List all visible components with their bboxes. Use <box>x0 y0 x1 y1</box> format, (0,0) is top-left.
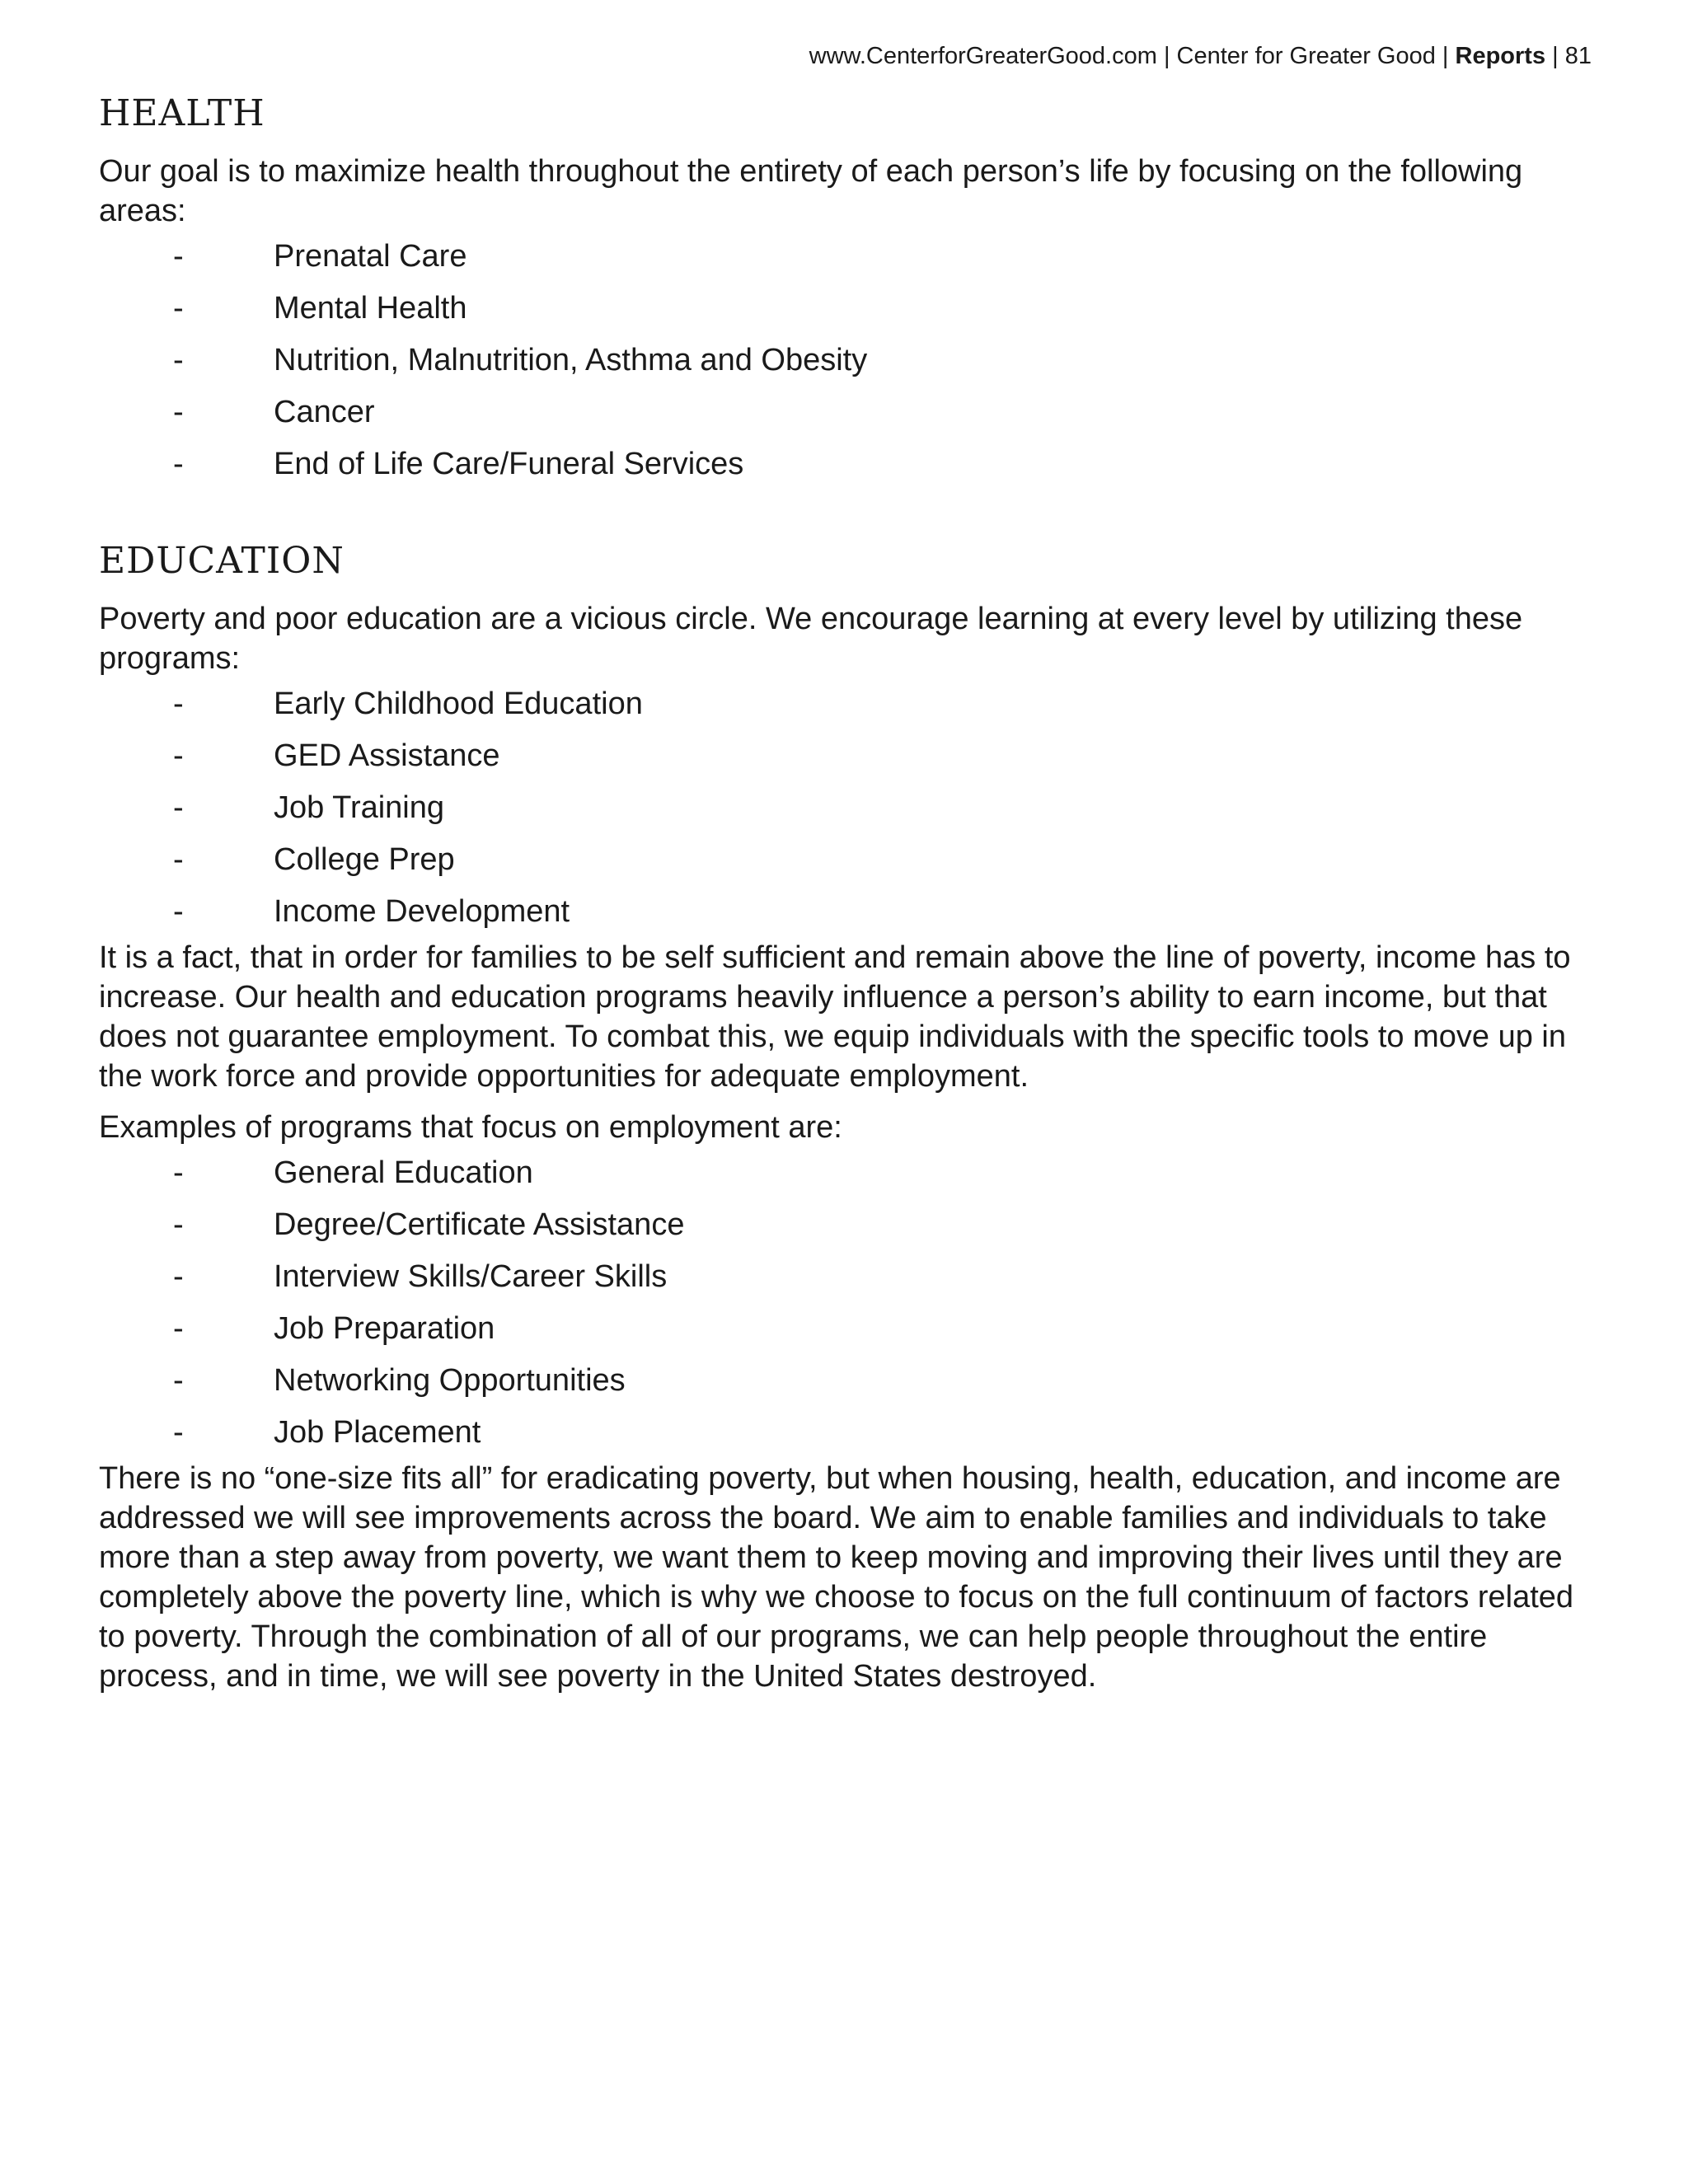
list-item-text: Nutrition, Malnutrition, Asthma and Obesity <box>274 343 868 377</box>
list-dash: - <box>173 343 184 377</box>
list-item <box>99 283 1599 335</box>
list-item <box>99 1303 1599 1355</box>
list-item <box>99 335 1599 387</box>
list-dash: - <box>173 395 184 429</box>
list-dash: - <box>173 447 184 481</box>
header-page-number: | 81 <box>1545 43 1592 69</box>
list-item-text: Degree/Certificate Assistance <box>274 1207 685 1242</box>
list-dash: - <box>173 239 184 274</box>
list-dash: - <box>173 842 184 877</box>
list-dash: - <box>173 1363 184 1398</box>
list-dash: - <box>173 790 184 825</box>
list-item-text: General Education <box>274 1155 533 1190</box>
list-item <box>99 1251 1599 1303</box>
list-item <box>99 678 1599 730</box>
list-item <box>99 1199 1599 1251</box>
list-dash: - <box>173 738 184 773</box>
list-item-text: Networking Opportunities <box>274 1363 626 1398</box>
list-item-text: Prenatal Care <box>274 239 467 274</box>
employment-list <box>99 1147 1599 1459</box>
header-site-text: www.CenterforGreaterGood.com | Center for Greater Good | <box>809 43 1456 69</box>
list-dash: - <box>173 291 184 326</box>
list-item-text: Mental Health <box>274 291 467 326</box>
list-dash: - <box>173 687 184 721</box>
health-heading: HEALTH <box>99 92 265 134</box>
list-dash: - <box>173 1311 184 1346</box>
document-body <box>99 89 1599 1696</box>
list-dash: - <box>173 894 184 929</box>
list-item-text: Job Preparation <box>274 1311 495 1346</box>
health-list <box>99 231 1599 490</box>
list-item-text: Income Development <box>274 894 570 929</box>
list-item <box>99 438 1599 490</box>
list-item <box>99 387 1599 438</box>
education-intro: Poverty and poor education are a vicious circle. We encourage learning at every level by utilizing these programs: <box>99 602 1523 676</box>
list-item <box>99 886 1599 938</box>
list-item <box>99 1407 1599 1459</box>
list-dash: - <box>173 1207 184 1242</box>
list-dash: - <box>173 1415 184 1450</box>
list-item-text: GED Assistance <box>274 738 500 773</box>
header-section-label: Reports <box>1455 43 1546 69</box>
list-item <box>99 730 1599 782</box>
list-item <box>99 782 1599 834</box>
list-item <box>99 231 1599 283</box>
list-dash: - <box>173 1155 184 1190</box>
employment-examples-intro: Examples of programs that focus on employment are: <box>99 1110 842 1145</box>
list-item-text: Early Childhood Education <box>274 687 643 721</box>
list-item <box>99 834 1599 886</box>
page-header <box>809 41 1592 71</box>
list-item-text: Job Placement <box>274 1415 481 1450</box>
list-item-text: Job Training <box>274 790 445 825</box>
list-item-text: College Prep <box>274 842 455 877</box>
list-item-text: End of Life Care/Funeral Services <box>274 447 744 481</box>
list-item <box>99 1147 1599 1199</box>
income-fact-paragraph: It is a fact, that in order for families to be self sufficient and remain above the line of poverty, income has to increase. Our health and education programs heavily influence a person’s ability to earn income, but that does not guarantee employment. To combat this, we equip individuals with the specific tools to move up in the work force and provide opportunities for adequate employment. <box>99 940 1571 1094</box>
list-item-text: Interview Skills/Career Skills <box>274 1259 668 1294</box>
health-intro: Our goal is to maximize health throughout the entirety of each person’s life by focusing on the following areas: <box>99 154 1523 228</box>
education-heading: EDUCATION <box>99 540 345 582</box>
conclusion-paragraph: There is no “one-size fits all” for eradicating poverty, but when housing, health, education, and income are addressed we will see improvements across the board. We aim to enable families and individuals to take more than a step away from poverty, we want them to keep moving and improving their lives until they are completely above the poverty line, which is why we choose to focus on the full continuum of factors related to poverty. Through the combination of all of our programs, we can help people throughout the entire process, and in time, we will see poverty in the United States destroyed. <box>99 1461 1574 1694</box>
list-dash: - <box>173 1259 184 1294</box>
list-item <box>99 1355 1599 1407</box>
list-item-text: Cancer <box>274 395 375 429</box>
education-list <box>99 678 1599 938</box>
